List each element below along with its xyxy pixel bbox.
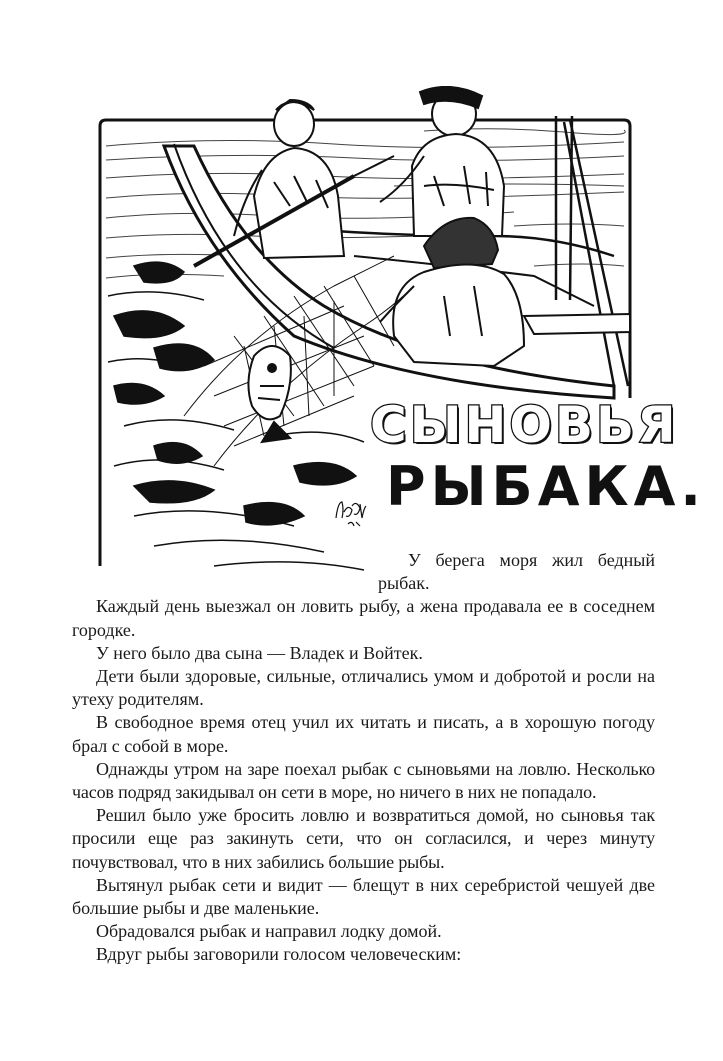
paragraph-9: Обрадовался рыбак и направил лодку домой. bbox=[96, 921, 442, 942]
artist-signature bbox=[332, 496, 368, 530]
title-line-2: РЫБАКА. bbox=[386, 455, 706, 518]
paragraph-8: Вытянул рыбак сети и видит — блещут в них серебристой чешуей две большие рыбы и две маленькие. bbox=[72, 874, 655, 919]
story-title bbox=[370, 396, 706, 518]
paragraph-2: Каждый день выезжал он ловить рыбу, а жена продавала ее в соседнем городке. bbox=[72, 596, 655, 640]
paragraph-1: У берега моря жил бедный рыбак. bbox=[378, 550, 655, 594]
paragraph-7: Решил было уже бросить ловлю и возвратиться домой, но сыновья так просили еще раз закинуть сети, что он согласился, и через минуту почувствовал, что в них забились большие рыбы. bbox=[72, 805, 655, 872]
paragraph-6: Однажды утром на заре поехал рыбак с сыновьями на ловлю. Несколько часов подряд закидывал он сети в море, но ничего в них не попадало. bbox=[72, 758, 655, 803]
paragraph-10: Вдруг рыбы заговорили голосом человеческим: bbox=[96, 944, 462, 965]
paragraph-4: Дети были здоровые, сильные, отличались умом и добротой и росли на утеху родителям. bbox=[72, 666, 655, 710]
title-line-1: СЫНОВЬЯ bbox=[370, 396, 679, 454]
paragraph-5: В свободное время отец учил их читать и писать, а в хорошую погоду брал с собой в море. bbox=[72, 712, 655, 756]
story-text bbox=[72, 549, 655, 967]
paragraph-3: У него было два сына — Владек и Войтек. bbox=[96, 642, 423, 663]
